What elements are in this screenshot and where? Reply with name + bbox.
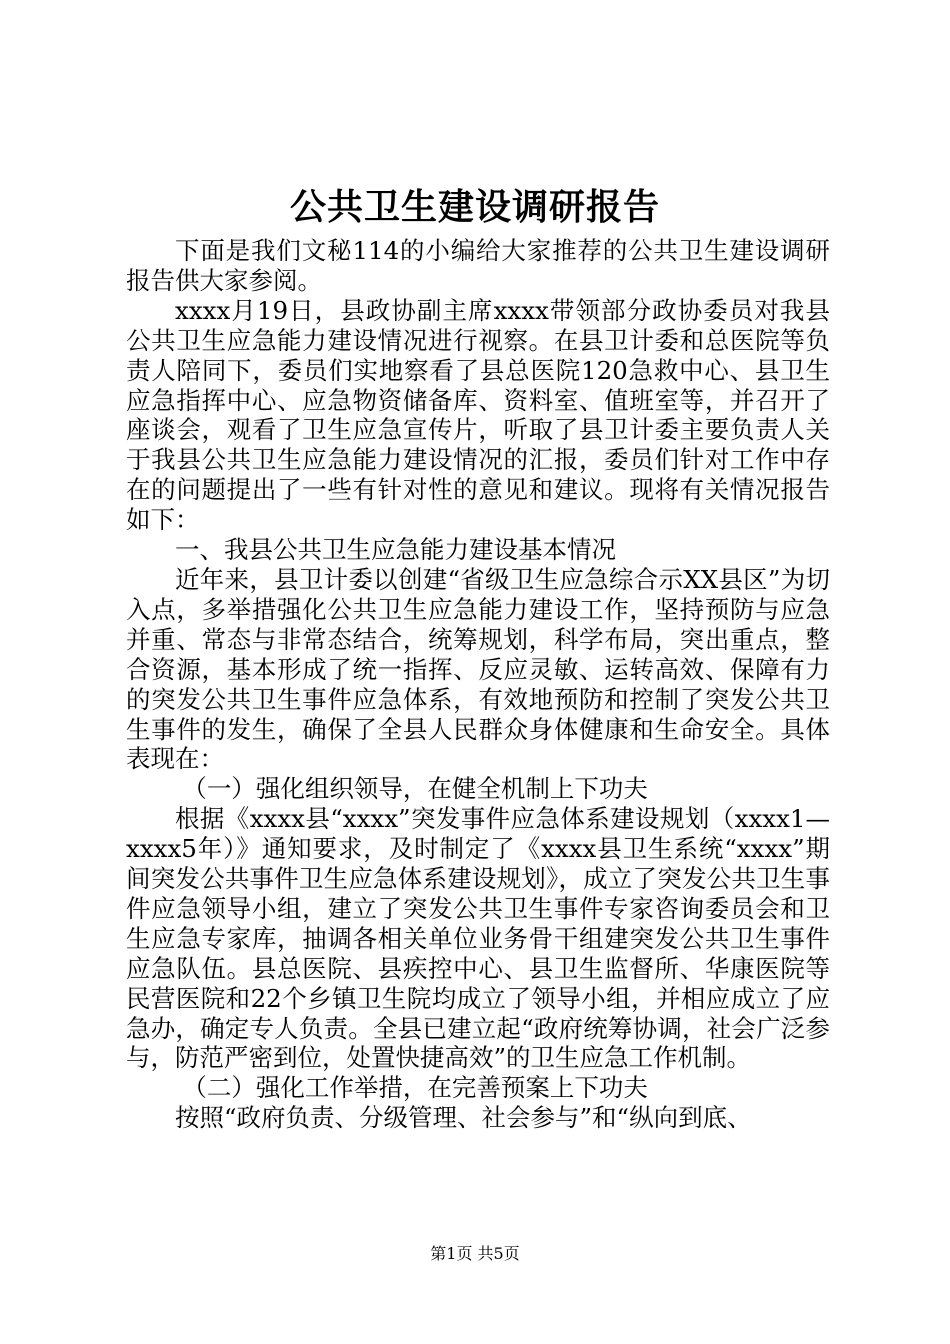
intro-paragraph: 下面是我们文秘114的小编给大家推荐的公共卫生建设调研报告供大家参阅。 <box>126 236 830 295</box>
document-body <box>126 236 830 1133</box>
measures-paragraph: 按照“政府负责、分级管理、社会参与”和“纵向到底、 <box>175 1103 752 1133</box>
section-heading-1: 一、我县公共卫生应急能力建设基本情况 <box>175 535 616 565</box>
page-footer: 第1页 共5页 <box>430 1244 520 1263</box>
organization-paragraph: 根据《xxxx县“xxxx”突发事件应急体系建设规划（xxxx1—xxxx5年）》通知要求，及时制定了《xxxx县卫生系统“xxxx”期间突发公共事件卫生应急体系建设规划》，成立了突发公共卫生事件应急领导小组，建立了突发公共卫生事件专家咨询委员会和卫生应急专家库，抽调各相关单位业务骨干组建突发公共卫生事件应急队伍。县总医院、县疾控中心、县卫生监督所、华康医院等民营医院和22个乡镇卫生院均成立了领导小组，并相应成立了应急办，确定专人负责。全县已建立起“政府统筹协调，社会广泛参与，防范严密到位，处置快捷高效”的卫生应急工作机制。 <box>126 804 830 1073</box>
subsection-heading-2: （二）强化工作举措，在完善预案上下功夫 <box>182 1073 648 1103</box>
subsection-heading-1: （一）强化组织领导，在健全机制上下功夫 <box>182 774 648 804</box>
overview-paragraph: 近年来，县卫计委以创建“省级卫生应急综合示XX县区”为切入点，多举措强化公共卫生应急能力建设工作，坚持预防与应急并重、常态与非常态结合，统筹规划，科学布局，突出重点，整合资源，基本形成了统一指挥、反应灵敏、运转高效、保障有力的突发公共卫生事件应急体系，有效地预防和控制了突发公共卫生事件的发生，确保了全县人民群众身体健康和生命安全。具体表现在： <box>126 564 830 774</box>
background-paragraph: xxxx月19日，县政协副主席xxxx带领部分政协委员对我县公共卫生应急能力建设情况进行视察。在县卫计委和总医院等负责人陪同下，委员们实地察看了县总医院120急救中心、县卫生应急指挥中心、应急物资储备库、资料室、值班室等，并召开了座谈会，观看了卫生应急宣传片，听取了县卫计委主要负责人关于我县公共卫生应急能力建设情况的汇报，委员们针对工作中存在的问题提出了一些有针对性的意见和建议。现将有关情况报告如下： <box>126 295 830 535</box>
document-title: 公共卫生建设调研报告 <box>289 186 660 228</box>
